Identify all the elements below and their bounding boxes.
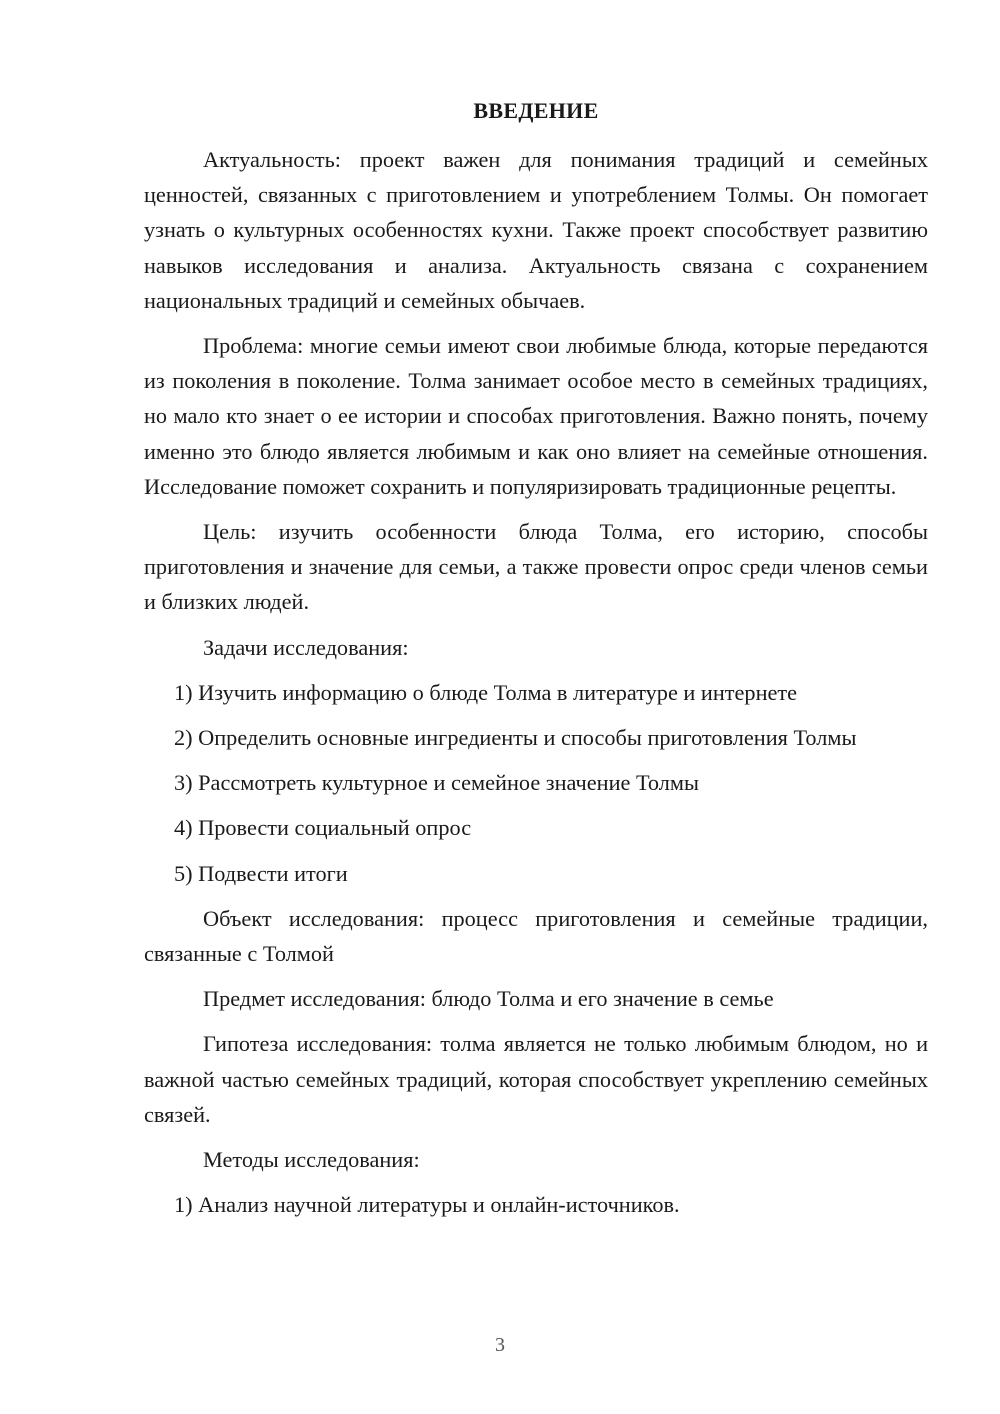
task-item-4: 4) Провести социальный опрос bbox=[174, 815, 472, 841]
hypothesis-paragraph: Гипотеза исследования: толма является не только любимым блюдом, но и важной частью семейных традиций, которая способствует укреплению семейных связей. bbox=[144, 1031, 928, 1127]
problem-paragraph: Проблема: многие семьи имеют свои любимые блюда, которые передаются из поколения в поколение. Толма занимает особое место в семейных традициях, но мало кто знает о ее истории и способах приготовления. Важно понять, почему именно это блюдо является любимым и как оно влияет на семейные отношения. Исследование поможет сохранить и популяризировать традиционные рецепты. bbox=[144, 333, 928, 499]
task-item-2: 2) Определить основные ингредиенты и способы приготовления Толмы bbox=[174, 725, 857, 751]
section-title: ВВЕДЕНИЕ bbox=[473, 98, 599, 123]
page-number: 3 bbox=[495, 1334, 505, 1356]
body-text bbox=[144, 142, 928, 1222]
object-paragraph: Объект исследования: процесс приготовления и семейные традиции, связанные с Толмой bbox=[144, 905, 928, 967]
task-item-3: 3) Рассмотреть культурное и семейное значение Толмы bbox=[174, 770, 699, 796]
relevance-paragraph: Актуальность: проект важен для понимания традиций и семейных ценностей, связанных с приготовлением и употреблением Толмы. Он помогает узнать о культурных особенностях кухни. Также проект способствует развитию навыков исследования и анализа. Актуальность связана с сохранением национальных традиций и семейных обычаев. bbox=[144, 147, 928, 313]
tasks-heading: Задачи исследования: bbox=[203, 634, 409, 660]
method-item-1: 1) Анализ научной литературы и онлайн-источников. bbox=[174, 1192, 680, 1218]
goal-paragraph: Цель: изучить особенности блюда Толма, его историю, способы приготовления и значение для семьи, а также провести опрос среди членов семьи и близких людей. bbox=[144, 519, 928, 615]
subject-paragraph: Предмет исследования: блюдо Толма и его значение в семье bbox=[203, 986, 774, 1012]
task-item-1: 1) Изучить информацию о блюде Толма в литературе и интернете bbox=[174, 679, 798, 705]
task-item-5: 5) Подвести итоги bbox=[174, 860, 348, 886]
methods-heading: Методы исследования: bbox=[203, 1147, 420, 1173]
